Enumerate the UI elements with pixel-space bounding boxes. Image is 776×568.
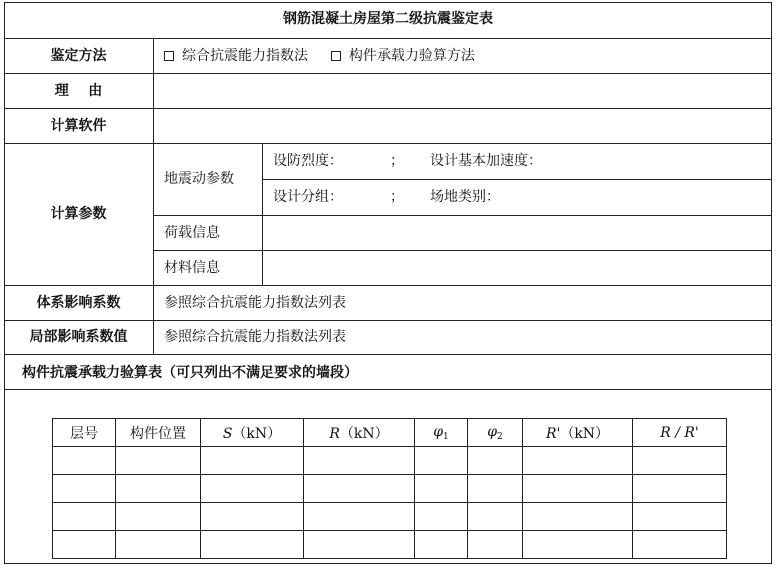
divider	[4, 354, 772, 355]
seismic-label: 地震动参数	[164, 171, 234, 187]
col-floor: 层号	[53, 419, 116, 447]
divider	[4, 320, 772, 321]
acceleration-label: 设计基本加速度：	[430, 153, 542, 169]
load-info-label: 荷载信息	[164, 225, 220, 241]
col-ratio: R / R'	[633, 419, 727, 447]
reason-label: 理 由	[54, 83, 103, 99]
table-row	[53, 503, 727, 531]
divider	[262, 143, 263, 285]
divider	[153, 250, 772, 251]
form-title: 钢筋混凝土房屋第二级抗震鉴定表	[283, 11, 493, 27]
local-factor-label: 局部影响系数值	[29, 329, 128, 345]
component-check-heading: 构件抗震承载力验算表（可只列出不满足要求的墙段）	[22, 365, 358, 381]
table-row	[53, 531, 727, 559]
divider	[153, 215, 772, 216]
system-factor-label: 体系影响系数	[36, 295, 121, 311]
col-phi2: $\varphi_2$	[468, 419, 523, 447]
divider	[4, 285, 772, 286]
col-s: S（kN）	[201, 419, 304, 447]
method-options	[164, 47, 475, 65]
col-position: 构件位置	[116, 419, 201, 447]
software-label: 计算软件	[50, 118, 107, 134]
col-r-prime: R'（kN）	[523, 419, 633, 447]
system-factor-value: 参照综合抗震能力指数法列表	[164, 295, 346, 311]
material-info-label: 材料信息	[164, 260, 220, 276]
table-row	[53, 475, 727, 503]
divider	[262, 179, 772, 180]
divider	[4, 143, 772, 144]
divider	[4, 38, 772, 39]
intensity-label: 设防烈度：	[273, 153, 343, 169]
method-option1-label: 综合抗震能力指数法	[182, 48, 308, 64]
reason-field[interactable]	[154, 74, 771, 108]
site-class-label: 场地类别：	[430, 189, 500, 205]
table-row	[53, 447, 727, 475]
method-option2-checkbox[interactable]	[331, 51, 341, 61]
method-label: 鉴定方法	[50, 48, 107, 64]
col-r: R（kN）	[304, 419, 415, 447]
table-header-row	[53, 419, 727, 447]
design-group-label: 设计分组：	[273, 189, 343, 205]
method-option1-checkbox[interactable]	[164, 51, 174, 61]
component-check-table	[52, 418, 727, 559]
col-phi1: $\varphi_1$	[415, 419, 468, 447]
separator: ；	[390, 189, 404, 205]
separator: ；	[390, 153, 404, 169]
method-option2-label: 构件承载力验算方法	[348, 48, 475, 64]
software-field[interactable]	[154, 109, 771, 143]
params-label: 计算参数	[50, 206, 107, 222]
local-factor-value: 参照综合抗震能力指数法列表	[164, 329, 346, 345]
divider	[4, 389, 772, 390]
